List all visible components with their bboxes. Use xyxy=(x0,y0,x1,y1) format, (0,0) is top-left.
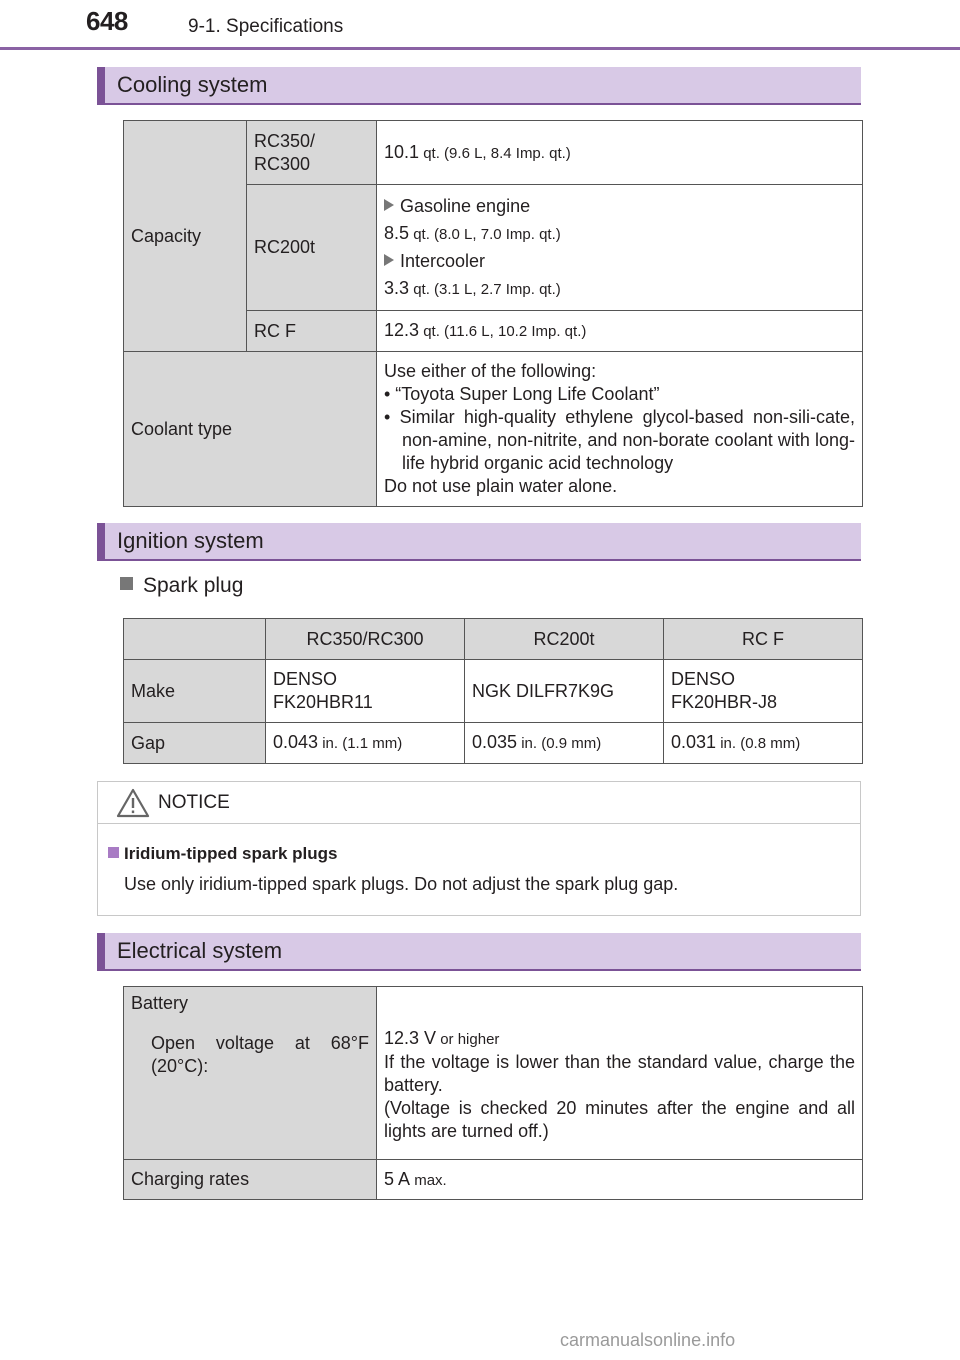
battery-label-cell xyxy=(124,987,377,1160)
notice-subheading: Iridium-tipped spark plugs xyxy=(108,844,337,864)
cooling-system-title: Cooling system xyxy=(117,72,268,97)
make-label: Make xyxy=(124,660,266,723)
notice-label: NOTICE xyxy=(158,792,230,813)
electrical-system-title: Electrical system xyxy=(117,938,283,963)
triangle-bullet-icon xyxy=(384,199,394,211)
charging-rates-label: Charging rates xyxy=(124,1160,377,1200)
header-rule xyxy=(0,47,960,50)
column-rc200t: RC200t xyxy=(465,619,664,660)
capacity-rc350-rc300: 10.1 qt. (9.6 L, 8.4 Imp. qt.) xyxy=(377,121,863,185)
model-rc200t: RC200t xyxy=(247,185,377,311)
model-rc350-rc300: RC350/ RC300 xyxy=(247,121,377,185)
battery-label: Battery xyxy=(131,993,189,1013)
charging-rates-value: 5 A max. xyxy=(377,1160,863,1200)
make-rc350-rc300: DENSO FK20HBR11 xyxy=(266,660,465,723)
battery-value: 12.3 V or higher If the voltage is lower than the standard value, charge the battery. (Voltage is checked 20 minutes after the engine and all lights are turned off.) xyxy=(377,987,863,1160)
open-voltage-label: Open voltage at 68°F (20°C): xyxy=(151,1033,369,1076)
gap-rc-f: 0.031 in. (0.8 mm) xyxy=(664,723,863,764)
ignition-system-heading xyxy=(97,523,861,561)
coolant-type-value: Use either of the following: • “Toyota Super Long Life Coolant” • Similar high-quality ethylene glycol-based non-sili-cate, non-amine, non-nitrite, and non-borate coolant with long-life hybrid organic acid technology Do not use plain water alone. xyxy=(377,352,863,507)
electrical-system-heading xyxy=(97,933,861,971)
gap-rc200t: 0.035 in. (0.9 mm) xyxy=(465,723,664,764)
electrical-table xyxy=(123,986,863,1200)
cooling-table xyxy=(123,120,863,507)
section-title: 9-1. Specifications xyxy=(188,16,344,37)
square-bullet-icon xyxy=(120,577,133,590)
spark-plug-table xyxy=(123,618,863,764)
watermark: carmanualsonline.info xyxy=(560,1330,736,1350)
notice-box xyxy=(97,781,861,916)
column-rc350-rc300: RC350/RC300 xyxy=(266,619,465,660)
make-rc200t: NGK DILFR7K9G xyxy=(465,660,664,723)
capacity-rc200t: Gasoline engine 8.5 qt. (8.0 L, 7.0 Imp. qt.) Intercooler 3.3 qt. (3.1 L, 2.7 Imp. qt.) xyxy=(377,185,863,311)
square-bullet-icon xyxy=(108,847,119,858)
page-number: 648 xyxy=(86,6,128,36)
ignition-system-title: Ignition system xyxy=(117,528,264,553)
warning-icon xyxy=(116,788,150,818)
spark-plug-heading: Spark plug xyxy=(120,574,243,598)
triangle-bullet-icon xyxy=(384,254,394,266)
model-rc-f: RC F xyxy=(247,311,377,352)
coolant-type-label: Coolant type xyxy=(124,352,377,507)
cooling-system-heading xyxy=(97,67,861,105)
make-rc-f: DENSO FK20HBR-J8 xyxy=(664,660,863,723)
notice-body: Use only iridium-tipped spark plugs. Do not adjust the spark plug gap. xyxy=(124,874,679,894)
notice-header xyxy=(98,782,860,824)
capacity-label: Capacity xyxy=(124,121,247,352)
column-rc-f: RC F xyxy=(664,619,863,660)
gap-rc350-rc300: 0.043 in. (1.1 mm) xyxy=(266,723,465,764)
capacity-rc-f: 12.3 qt. (11.6 L, 10.2 Imp. qt.) xyxy=(377,311,863,352)
gap-label: Gap xyxy=(124,723,266,764)
spark-plug-header-empty xyxy=(124,619,266,660)
